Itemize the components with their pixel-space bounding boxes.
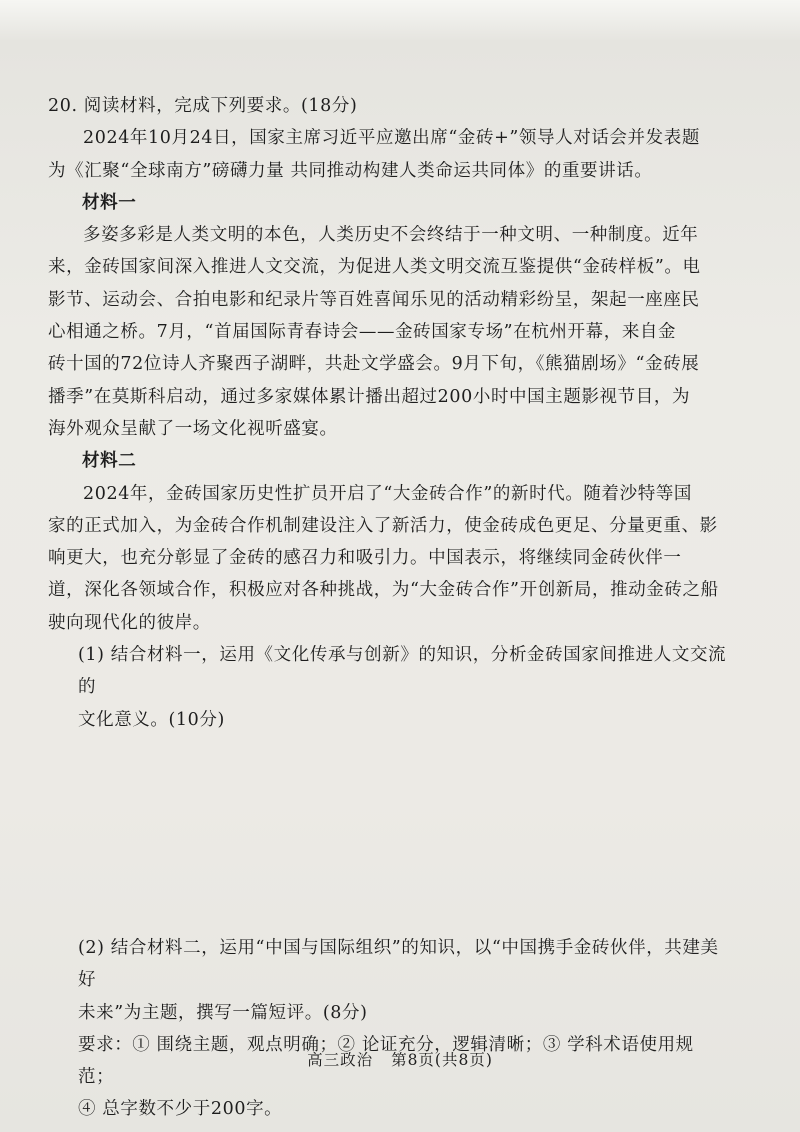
material2-line: 道，深化各领域合作，积极应对各种挑战，为“大金砖合作”开创新局，推动金砖之船 bbox=[48, 580, 719, 601]
material2-line: 响更大，也充分彰显了金砖的感召力和吸引力。中国表示，将继续同金砖伙伴一 bbox=[48, 548, 682, 569]
material2-line: 2024年，金砖国家历史性扩员开启了“大金砖合作”的新时代。随着沙特等国 bbox=[83, 483, 693, 504]
material1-body bbox=[48, 219, 728, 445]
footer-page-number: 第8页(共8页) bbox=[391, 1051, 493, 1069]
material2-body bbox=[48, 478, 728, 639]
intro-line-1: 2024年10月24日，国家主席习近平应邀出席“金砖+”领导人对话会并发表题 bbox=[83, 128, 700, 149]
material1-line: 心相通之桥。7月，“首届国际青春诗会——金砖国家专场”在杭州开幕，来自金 bbox=[48, 322, 677, 343]
subquestion-2-line-2: 未来”为主题，撰写一篇短评。(8分) bbox=[78, 1002, 368, 1023]
question-title: 20. 阅读材料，完成下列要求。(18分) bbox=[48, 96, 358, 116]
question-20 bbox=[48, 90, 728, 1126]
material1-line: 砖十国的72位诗人齐聚西子湖畔，共赴文学盛会。9月下旬，《熊猫剧场》“金砖展 bbox=[48, 354, 700, 375]
requirements-line-1: 要求：① 围绕主题，观点明确；② 论证充分，逻辑清晰；③ 学科术语使用规范； bbox=[78, 1034, 694, 1088]
material1-label: 材料一 bbox=[82, 192, 137, 213]
material1-line: 来，金砖国家间深入推进人文交流，为促进人类文明交流互鉴提供“金砖样板”。电 bbox=[48, 257, 701, 278]
material2-line: 驶向现代化的彼岸。 bbox=[48, 612, 211, 633]
page-top-edge bbox=[0, 0, 800, 40]
intro-line-2: 为《汇聚“全球南方”磅礴力量 共同推动构建人类命运共同体》的重要讲话。 bbox=[48, 160, 653, 181]
material1-line: 影节、运动会、合拍电影和纪录片等百姓喜闻乐见的活动精彩纷呈，架起一座座民 bbox=[48, 289, 700, 310]
subquestion-2-line-1: (2) 结合材料二，运用“中国与国际组织”的知识，以“中国携手金砖伙伴，共建美好 bbox=[78, 937, 719, 991]
page-footer bbox=[0, 1048, 800, 1070]
footer-subject: 高三政治 bbox=[307, 1051, 374, 1069]
material2-label: 材料二 bbox=[82, 451, 137, 472]
material1-line: 播季”在莫斯科启动，通过多家媒体累计播出超过200小时中国主题影视节目，为 bbox=[48, 386, 691, 407]
material1-line: 海外观众呈献了一场文化视听盛宴。 bbox=[48, 418, 338, 439]
material1-line: 多姿多彩是人类文明的本色，人类历史不会终结于一种文明、一种制度。近年 bbox=[83, 225, 699, 246]
answer-space bbox=[48, 736, 728, 932]
subquestion-1-line-2: 文化意义。(10分) bbox=[78, 709, 225, 730]
material2-line: 家的正式加入，为金砖合作机制建设注入了新活力，使金砖成色更足、分量更重、影 bbox=[48, 515, 718, 536]
subquestion-1-line-1: (1) 结合材料一，运用《文化传承与创新》的知识，分析金砖国家间推进人文交流的 bbox=[78, 645, 727, 698]
requirements-line-2: ④ 总字数不少于200字。 bbox=[78, 1099, 283, 1120]
